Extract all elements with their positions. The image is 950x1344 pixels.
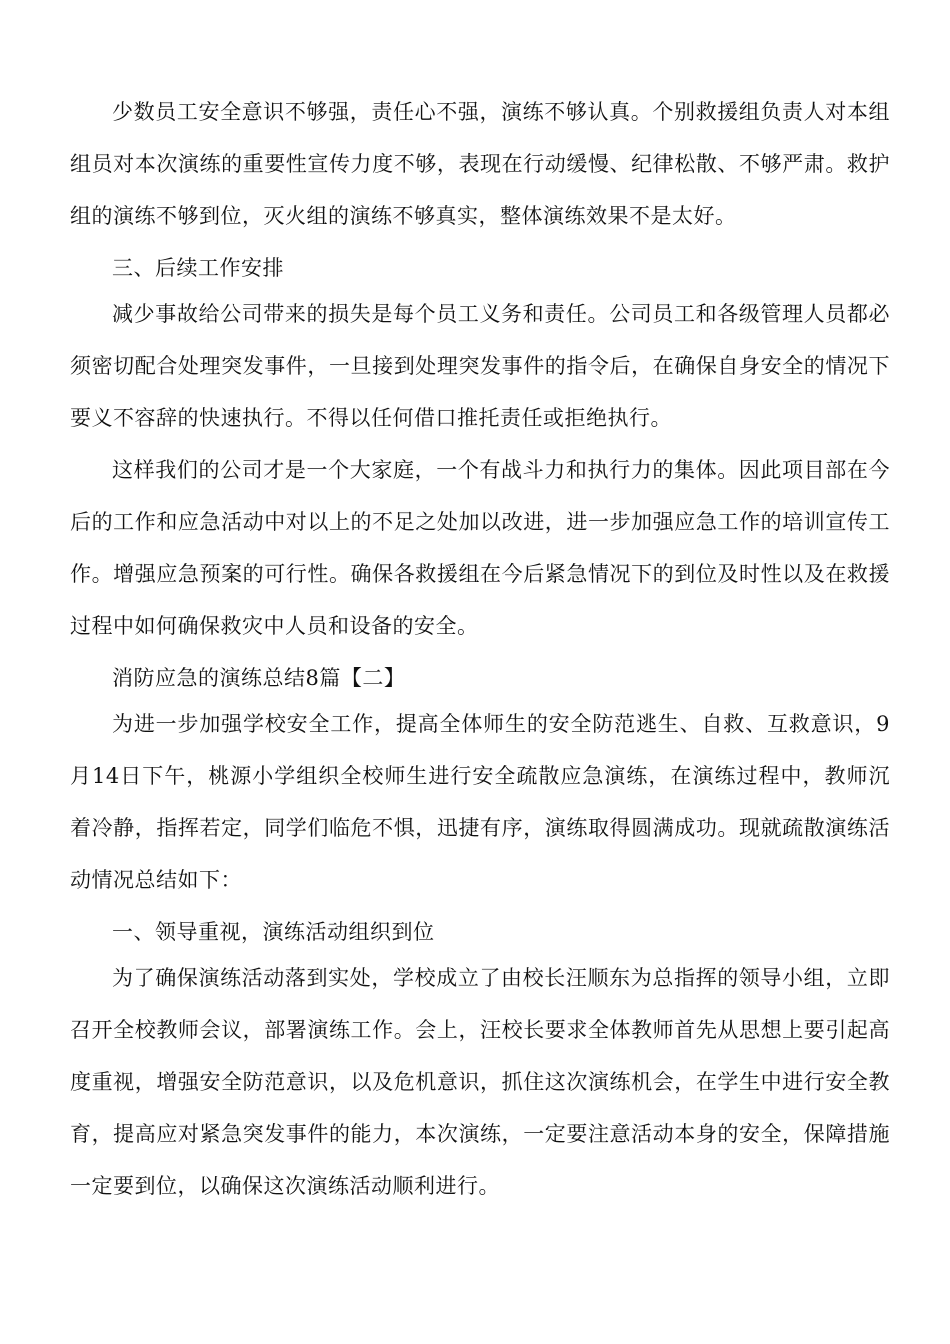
section-heading-leadership: 一、领导重视，演练活动组织到位 — [112, 920, 435, 944]
paragraph-shortcomings: 少数员工安全意识不够强，责任心不强，演练不够认真。个别救援组负责人对本组组员对本次演练的重要性宣传力度不够，表现在行动缓慢、纪律松散、不够严肃。救护组的演练不够到位，灭火组的演练不够真实，整体演练效果不是太好。 — [70, 100, 890, 228]
paragraph-drill-intro: 为进一步加强学校安全工作，提高全体师生的安全防范逃生、自救、互救意识，9月14日下午，桃源小学组织全校师生进行安全疏散应急演练，在演练过程中，教师沉着冷静，指挥若定，同学们临危不惧，迅捷有序，演练取得圆满成功。现就疏散演练活动情况总结如下： — [70, 712, 890, 892]
paragraph-leadership-details: 为了确保演练活动落到实处，学校成立了由校长汪顺东为总指挥的领导小组，立即召开全校教师会议，部署演练工作。会上，汪校长要求全体教师首先从思想上要引起高度重视，增强安全防范意识，以及危机意识，抓住这次演练机会，在学生中进行安全教育，提高应对紧急突发事件的能力，本次演练，一定要注意活动本身的安全，保障措施一定要到位，以确保这次演练活动顺利进行。 — [70, 966, 890, 1198]
paragraph-improvement: 这样我们的公司才是一个大家庭，一个有战斗力和执行力的集体。因此项目部在今后的工作和应急活动中对以上的不足之处加以改进，进一步加强应急工作的培训宣传工作。增强应急预案的可行性。确保各救援组在今后紧急情况下的到位及时性以及在救援过程中如何确保救灾中人员和设备的安全。 — [70, 458, 890, 638]
paragraph-responsibility: 减少事故给公司带来的损失是每个员工义务和责任。公司员工和各级管理人员都必须密切配合处理突发事件，一旦接到处理突发事件的指令后，在确保自身安全的情况下要义不容辞的快速执行。不得以任何借口推托责任或拒绝执行。 — [70, 302, 890, 430]
article-title-part-two: 消防应急的演练总结8篇【二】 — [112, 666, 406, 690]
section-heading-follow-up: 三、后续工作安排 — [112, 256, 284, 280]
